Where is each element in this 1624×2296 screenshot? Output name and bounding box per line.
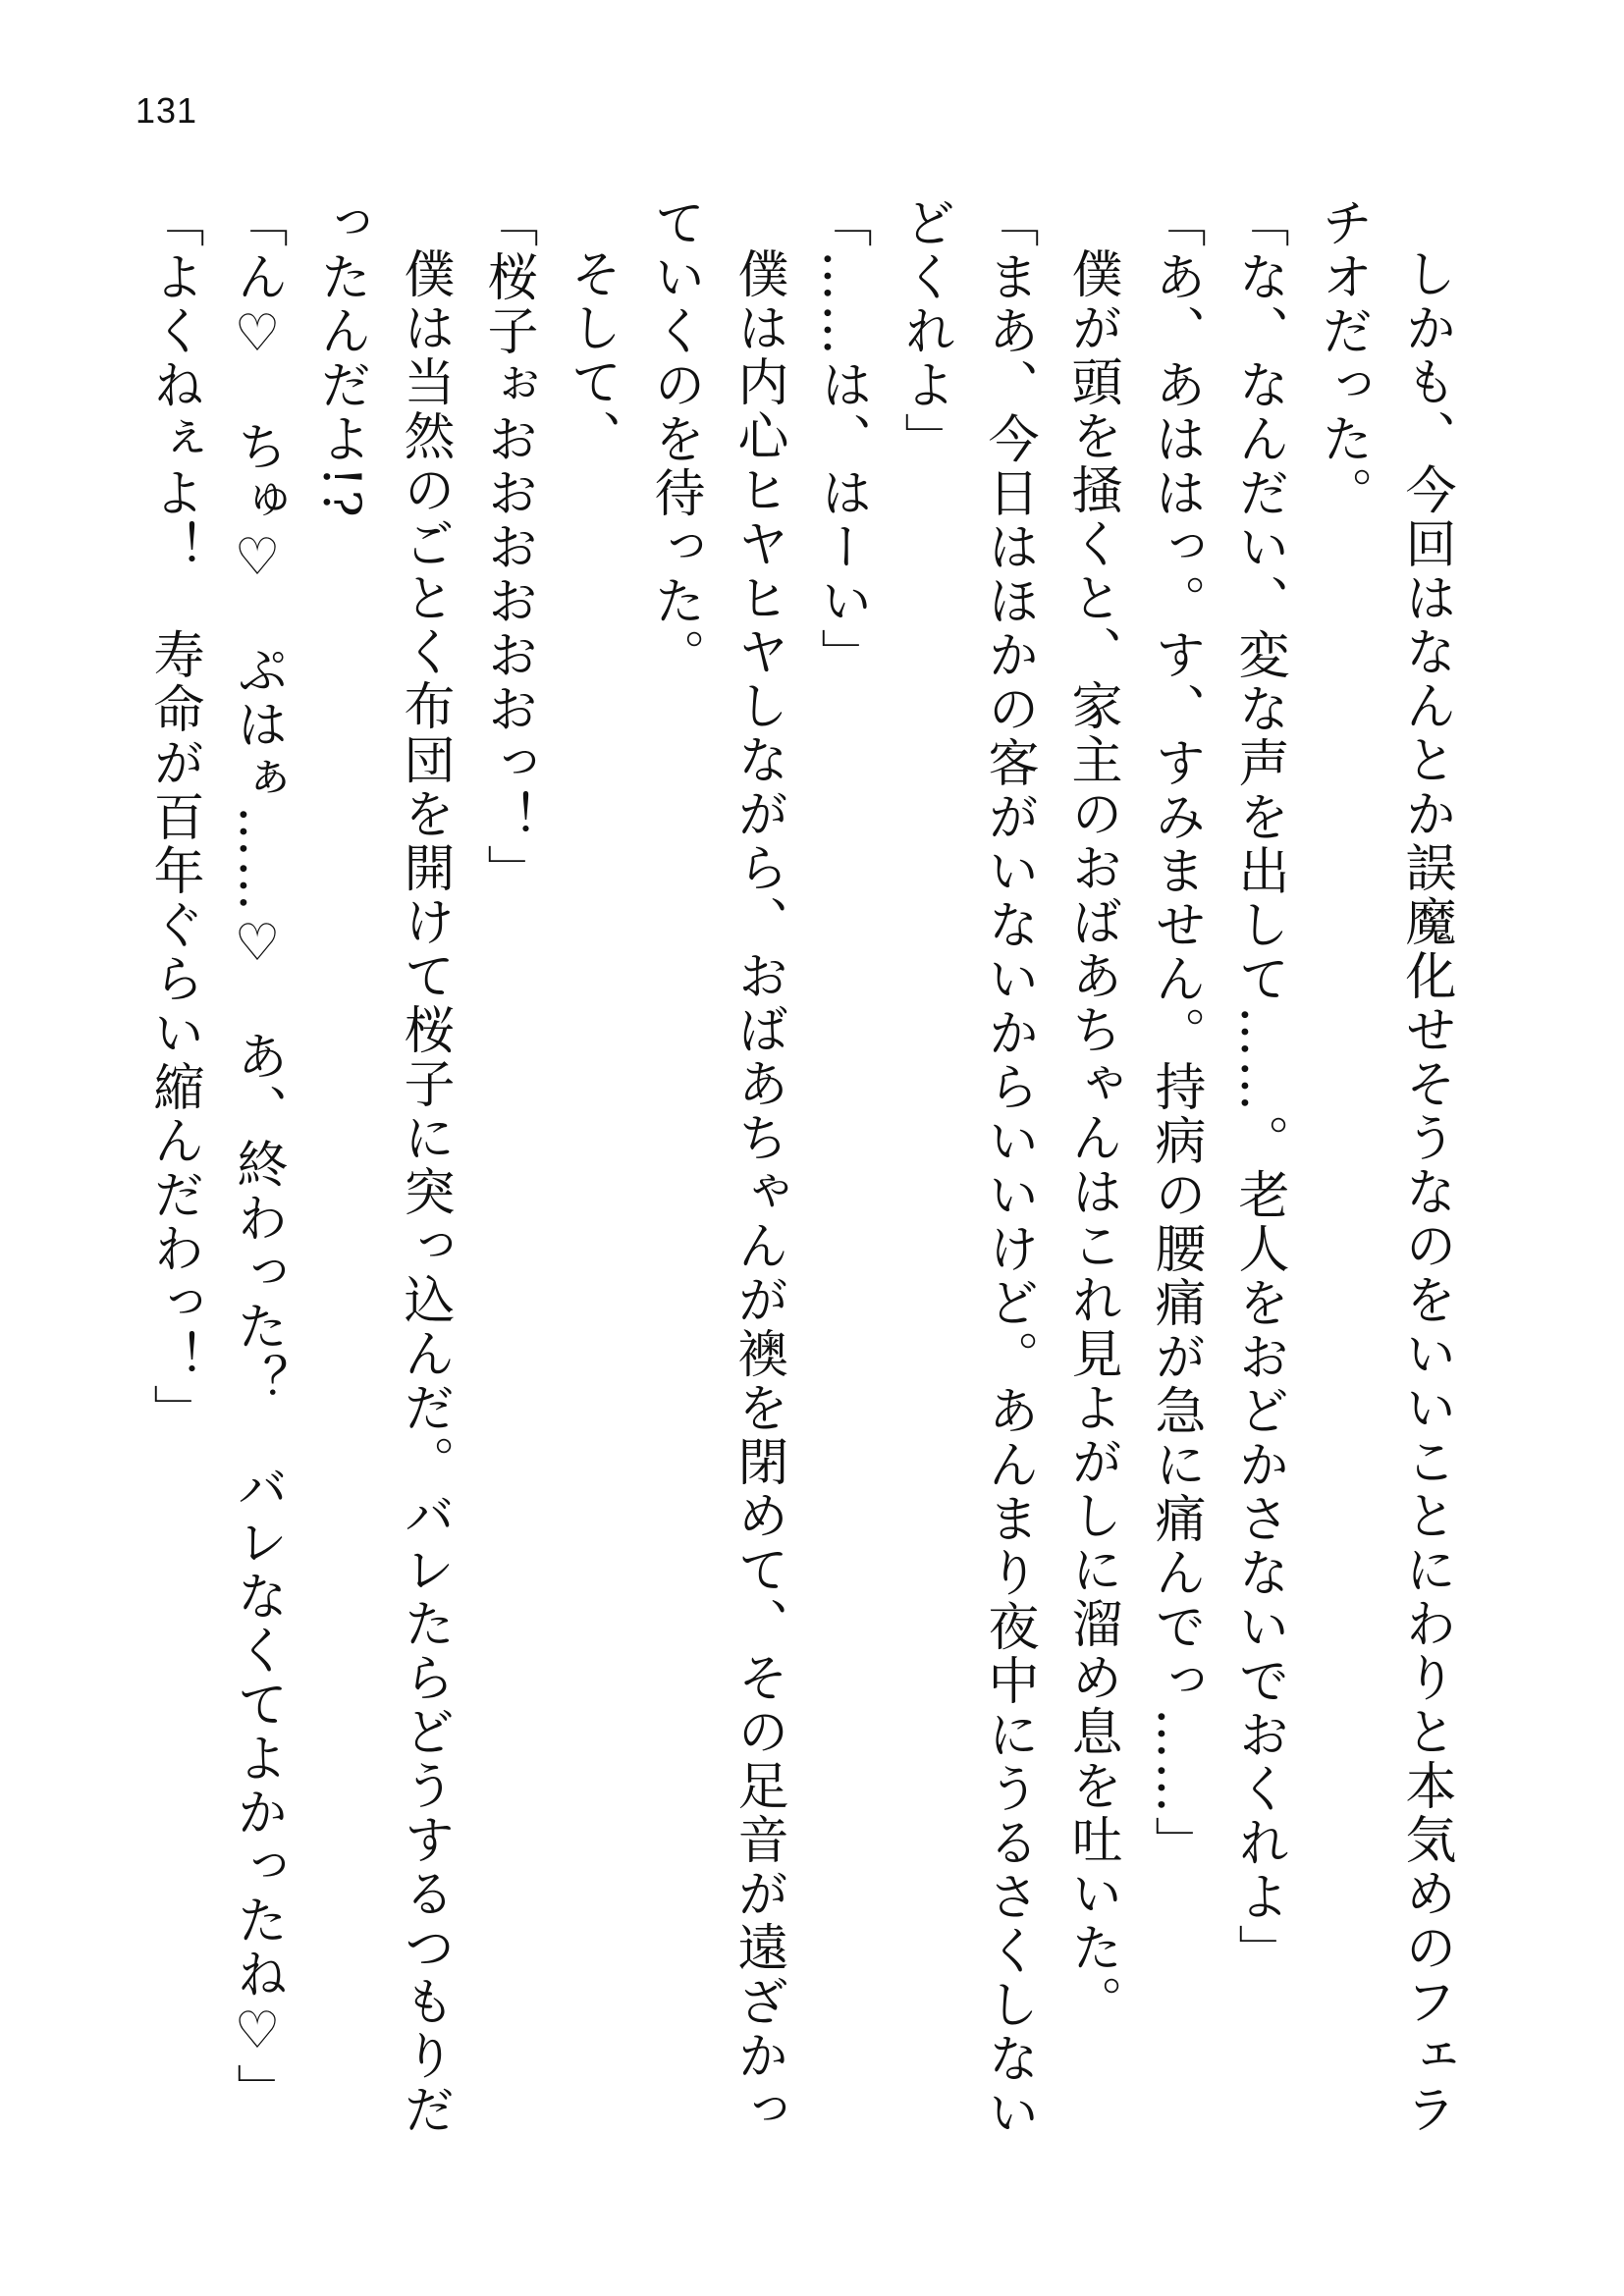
paragraph-5: 「まあ、今日はほかの客がいないからいいけど。あんまり夜中にうるさくしないどくれよ」 xyxy=(895,196,1038,2140)
paragraph-10: 僕は当然のごとく布団を開けて桜子に突っ込んだ。バレたらどうするつもりだったんだよ!? xyxy=(311,196,454,2137)
paragraph-7: 僕は内心ヒヤヒヤしながら、おばあちゃんが襖を閉めて、その足音が遠ざかっていくのを待った。 xyxy=(645,196,787,2137)
paragraph-9: 「桜子ぉおおおおおおっ！」 xyxy=(478,196,537,898)
paragraph-3: 「あ、あははっ。す、すみません。持病の腰痛が急に痛んでっ……」 xyxy=(1146,196,1205,1870)
paragraph-12: 「よくねぇよ！ 寿命が百年ぐらい縮んだわっ！」 xyxy=(144,196,203,1438)
paragraph-1: しかも、今回はなんとか誤魔化せそうなのをいいことにわりと本気めのフェラチオだった。 xyxy=(1313,196,1455,2137)
paragraph-11: 「ん♡ ちゅ♡ ぷはぁ……♡ あ、終わった？ バレなくてよかったね♡」 xyxy=(228,196,287,2117)
paragraph-6: 「……は、はーい」 xyxy=(812,196,871,682)
novel-body-text xyxy=(132,196,1467,2140)
paragraph-2: 「な、なんだい、変な声を出して……。老人をおどかさないでおくれよ」 xyxy=(1229,196,1288,1978)
paragraph-4: 僕が頭を掻くと、家主のおばあちゃんはこれ見よがしに溜め息を吐いた。 xyxy=(1062,247,1121,2029)
page-number: 131 xyxy=(135,90,198,131)
paragraph-8: そして、 xyxy=(562,247,621,463)
